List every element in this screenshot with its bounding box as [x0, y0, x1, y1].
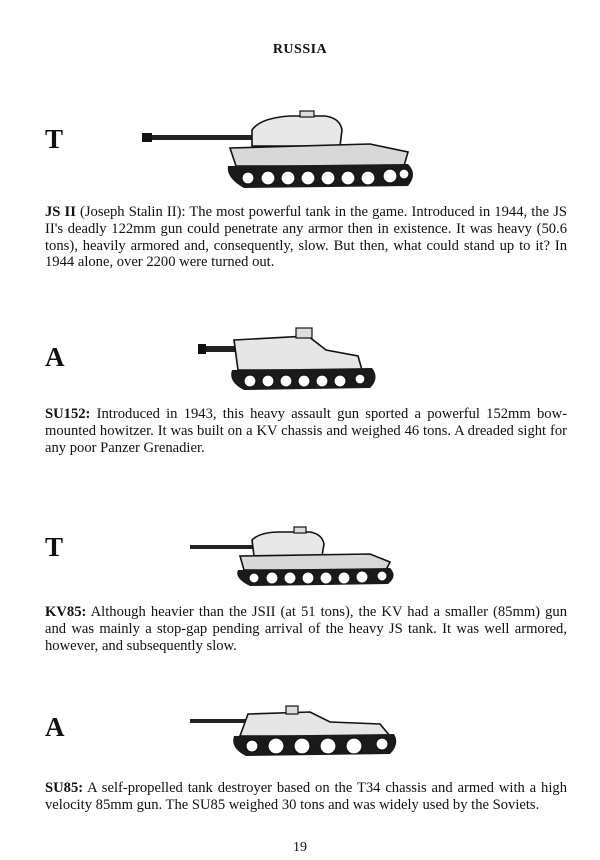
entry-su152-name: SU152: [45, 406, 91, 422]
entry-kv85-name: KV85: [45, 604, 87, 620]
class-letter-su152: A [45, 342, 65, 372]
assault-gun-su152-illustration [198, 326, 398, 398]
entry-su85-description [45, 780, 567, 814]
class-letter-js2: T [45, 124, 64, 154]
entry-su85-text: A self-propelled tank destroyer based on the T34 chassis and armed with a high velocity 85mm gun. The SU85 weighed 30 tons and was widely used by the Soviets. [45, 780, 567, 813]
class-letter-kv85: T [45, 532, 64, 562]
entry-js2-text: (Joseph Stalin II): The most powerful tank in the game. Introduced in 1944, the JS II's deadly 122mm gun could penetrate any armor then in existence. It was heavy (50.6 tons), heavily armored and, consequently, slow. But then, what could stand up to it? In 1944 alone, over 2200 were turned out. [45, 204, 567, 271]
entry-kv85-description [45, 604, 567, 654]
entry-js2-description [45, 204, 567, 271]
entry-su152-text: Introduced in 1943, this heavy assault gun sported a powerful 152mm bow-mounted howitzer. It was built on a KV chassis and weighed 46 tons. A dreaded sight for any poor Panzer Grenadier. [45, 406, 567, 456]
page-title: RUSSIA [272, 42, 328, 57]
page-number: 19 [293, 840, 307, 855]
entry-su85-name: SU85: [45, 780, 84, 796]
entry-js2-name: JS II [45, 204, 76, 220]
tank-js2-illustration [140, 108, 420, 196]
class-letter-su85: A [45, 712, 65, 742]
entry-su152-description [45, 406, 567, 456]
tank-kv85-illustration [190, 526, 400, 588]
tank-destroyer-su85-illustration [190, 704, 400, 764]
entry-kv85-text: Although heavier than the JSII (at 51 tons), the KV had a smaller (85mm) gun and was mainly a stop-gap pending arrival of the heavy JS tank. It was well armored, however, and subsequently slow. [45, 604, 567, 654]
